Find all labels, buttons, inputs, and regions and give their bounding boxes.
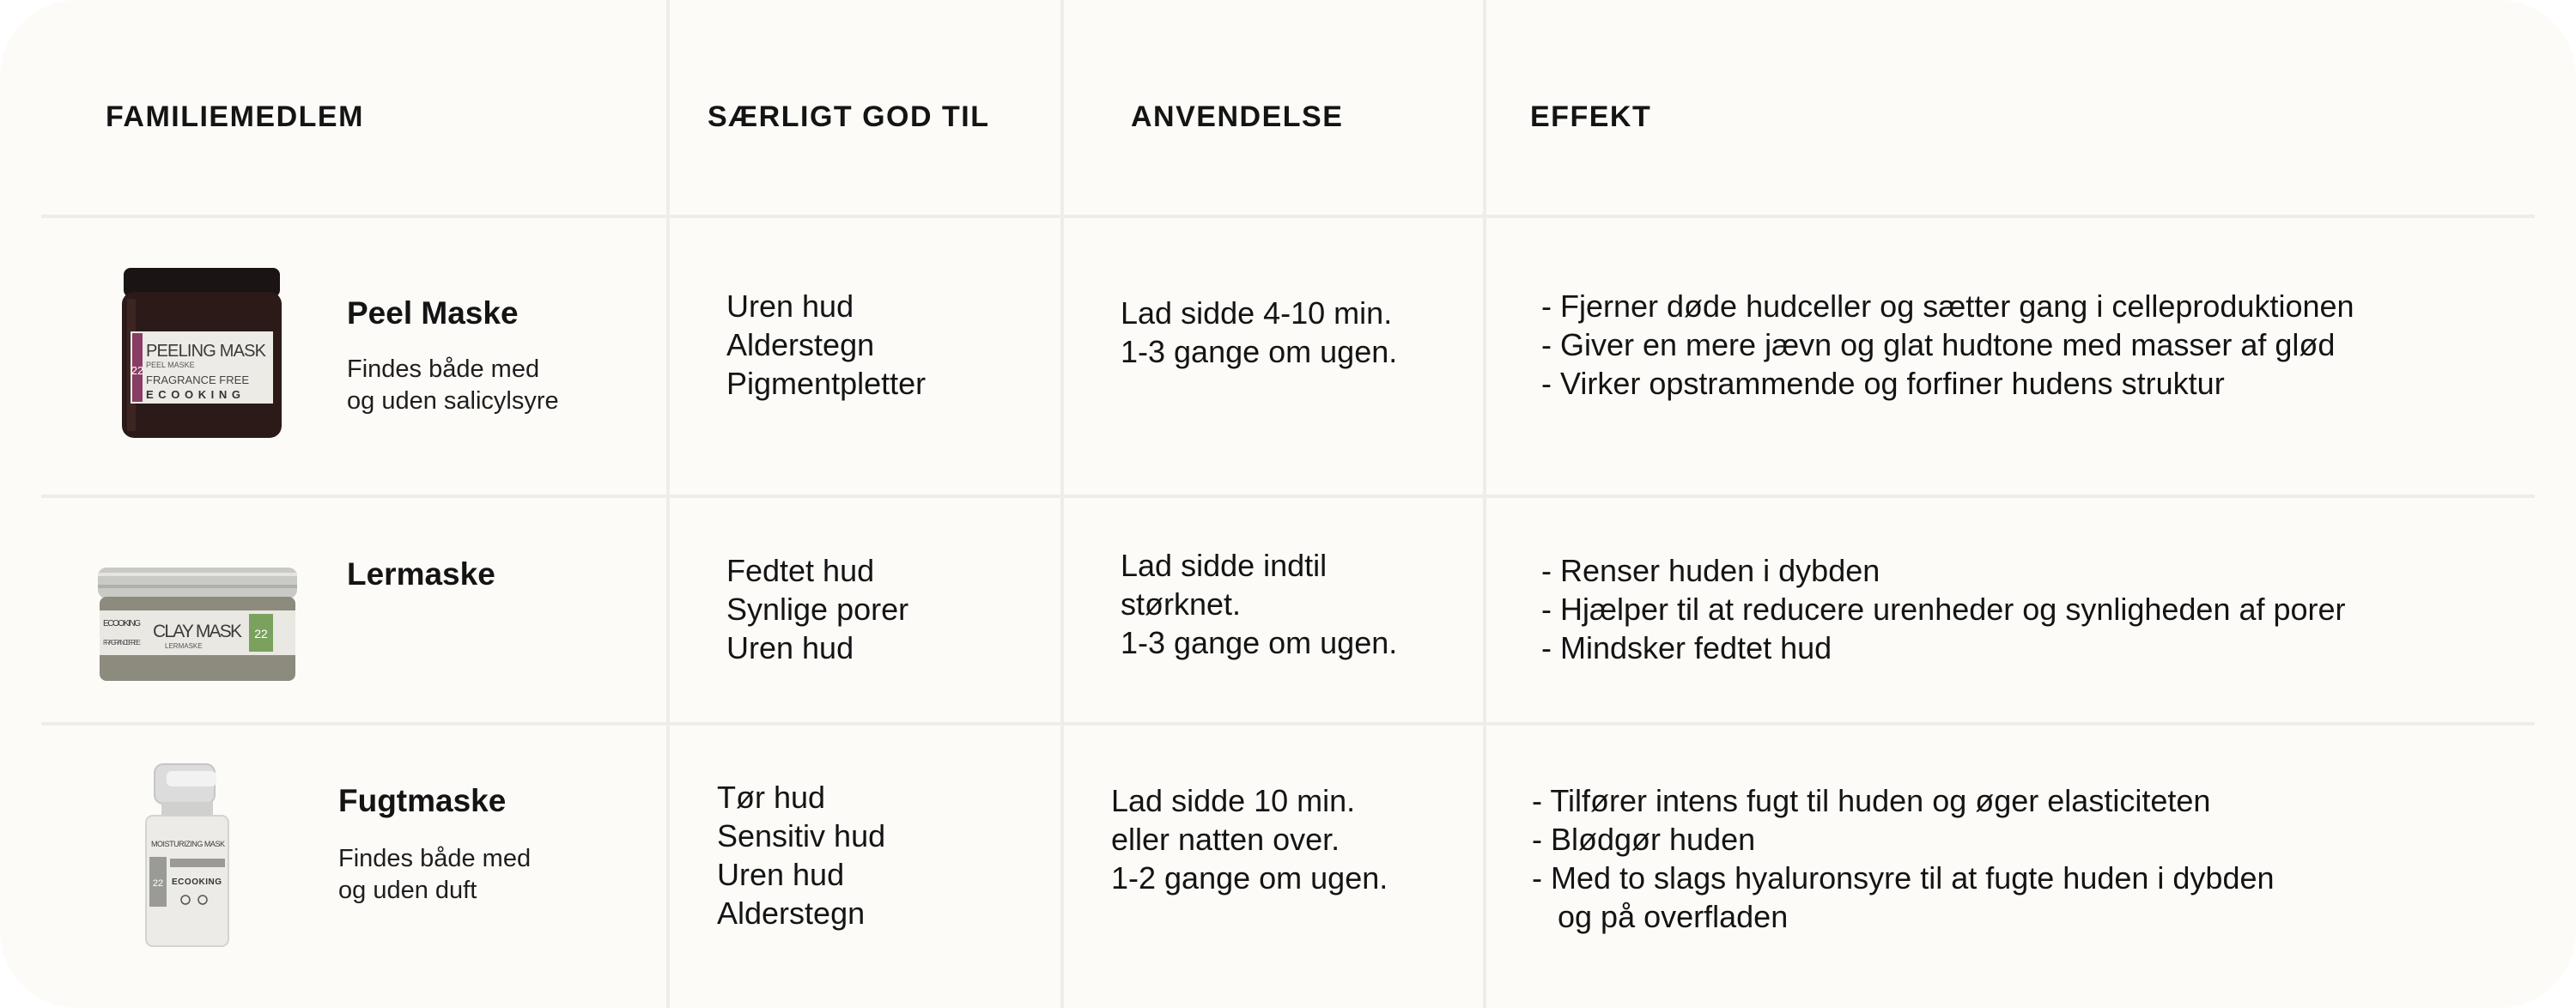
row-divider	[41, 722, 2535, 726]
usage-line: størknet.	[1121, 586, 1242, 622]
effect-line: - Giver en mere jævn og glat hudtone med masser af glød	[1541, 327, 2336, 362]
product-subtitle: Findes både med og uden salicylsyre	[347, 355, 559, 415]
effect-line: - Med to slags hyaluronsyre til at fugte huden i dybden	[1532, 860, 2275, 896]
usage-cell	[1121, 294, 1397, 371]
usage-line: 1-2 gange om ugen.	[1111, 860, 1388, 896]
peeling-mask-jar-image	[120, 264, 283, 441]
good-for-cell	[717, 778, 885, 932]
good-for-item: Pigmentpletter	[726, 366, 927, 401]
good-for-item: Uren hud	[717, 857, 845, 892]
good-for-cell	[726, 551, 908, 667]
moisturizing-mask-bottle-image	[143, 761, 232, 950]
header-familiemedlem: FAMILIEMEDLEM	[106, 100, 364, 133]
product-name: Peel Maske	[347, 295, 519, 331]
label-line: ECOOKING	[146, 388, 240, 401]
row-divider	[41, 215, 2535, 218]
good-for-item: Sensitiv hud	[717, 818, 886, 853]
effect-cell	[1541, 551, 2346, 667]
good-for-item: Uren hud	[726, 288, 854, 324]
usage-line: Lad sidde 10 min.	[1111, 783, 1356, 818]
column-divider	[666, 0, 670, 1008]
row-divider	[41, 495, 2535, 498]
product-name: Lermaske	[347, 556, 495, 592]
product-name: Fugtmaske	[338, 783, 507, 818]
label-number: 22	[254, 627, 268, 641]
usage-line: 1-3 gange om ugen.	[1121, 625, 1398, 660]
label-line: FRAGRANCE FREE	[146, 373, 249, 386]
good-for-item: Tør hud	[717, 780, 826, 815]
label-number: 22	[152, 878, 164, 889]
header-effekt: EFFEKT	[1530, 100, 1652, 133]
effect-line: - Mindsker fedtet hud	[1541, 630, 1832, 665]
usage-line: eller natten over.	[1111, 822, 1340, 857]
good-for-item: Alderstegn	[726, 327, 875, 362]
label-line: LERMASKE	[165, 642, 203, 650]
product-subtitle: Findes både med og uden duft	[338, 845, 532, 904]
label-line: ECOOKING	[103, 619, 141, 628]
usage-line: 1-3 gange om ugen.	[1121, 334, 1398, 369]
clay-mask-tin-image	[96, 566, 299, 686]
label-line: FRAGRANCE FREE	[103, 639, 141, 647]
good-for-cell	[726, 287, 926, 403]
good-for-item: Synlige porer	[726, 592, 909, 627]
effect-line: - Blødgør huden	[1532, 822, 1756, 857]
effect-cell	[1532, 781, 2275, 936]
good-for-item: Uren hud	[726, 630, 854, 665]
good-for-item: Alderstegn	[717, 896, 866, 931]
usage-cell	[1111, 781, 1388, 897]
effect-line: - Fjerner døde hudceller og sætter gang i celleproduktionen	[1541, 288, 2354, 324]
effect-line: og på overfladen	[1532, 899, 1789, 934]
header-anvendelse: ANVENDELSE	[1131, 100, 1344, 133]
effect-cell	[1541, 287, 2354, 403]
effect-line: - Hjælper til at reducere urenheder og synligheden af porer	[1541, 592, 2346, 627]
column-divider	[1060, 0, 1064, 1008]
good-for-item: Fedtet hud	[726, 553, 875, 588]
effect-line: - Renser huden i dybden	[1541, 553, 1880, 588]
label-line: PEEL MASKE	[146, 361, 195, 369]
label-line: CLAY MASK	[153, 622, 242, 641]
label-number: 22	[131, 364, 144, 377]
effect-line: - Virker opstrammende og forfiner hudens struktur	[1541, 366, 2225, 401]
usage-line: Lad sidde 4-10 min.	[1121, 295, 1393, 331]
column-divider	[1483, 0, 1486, 1008]
usage-line: Lad sidde indtil	[1121, 548, 1327, 583]
label-line: PEELING MASK	[146, 342, 266, 361]
label-line: ECOOKING	[172, 877, 222, 887]
effect-line: - Tilfører intens fugt til huden og øger elasticiteten	[1532, 783, 2211, 818]
header-saerligt-god-til: SÆRLIGT GOD TIL	[708, 100, 990, 133]
label-line: MOISTURIZING MASK	[151, 840, 225, 848]
usage-cell	[1121, 546, 1397, 662]
